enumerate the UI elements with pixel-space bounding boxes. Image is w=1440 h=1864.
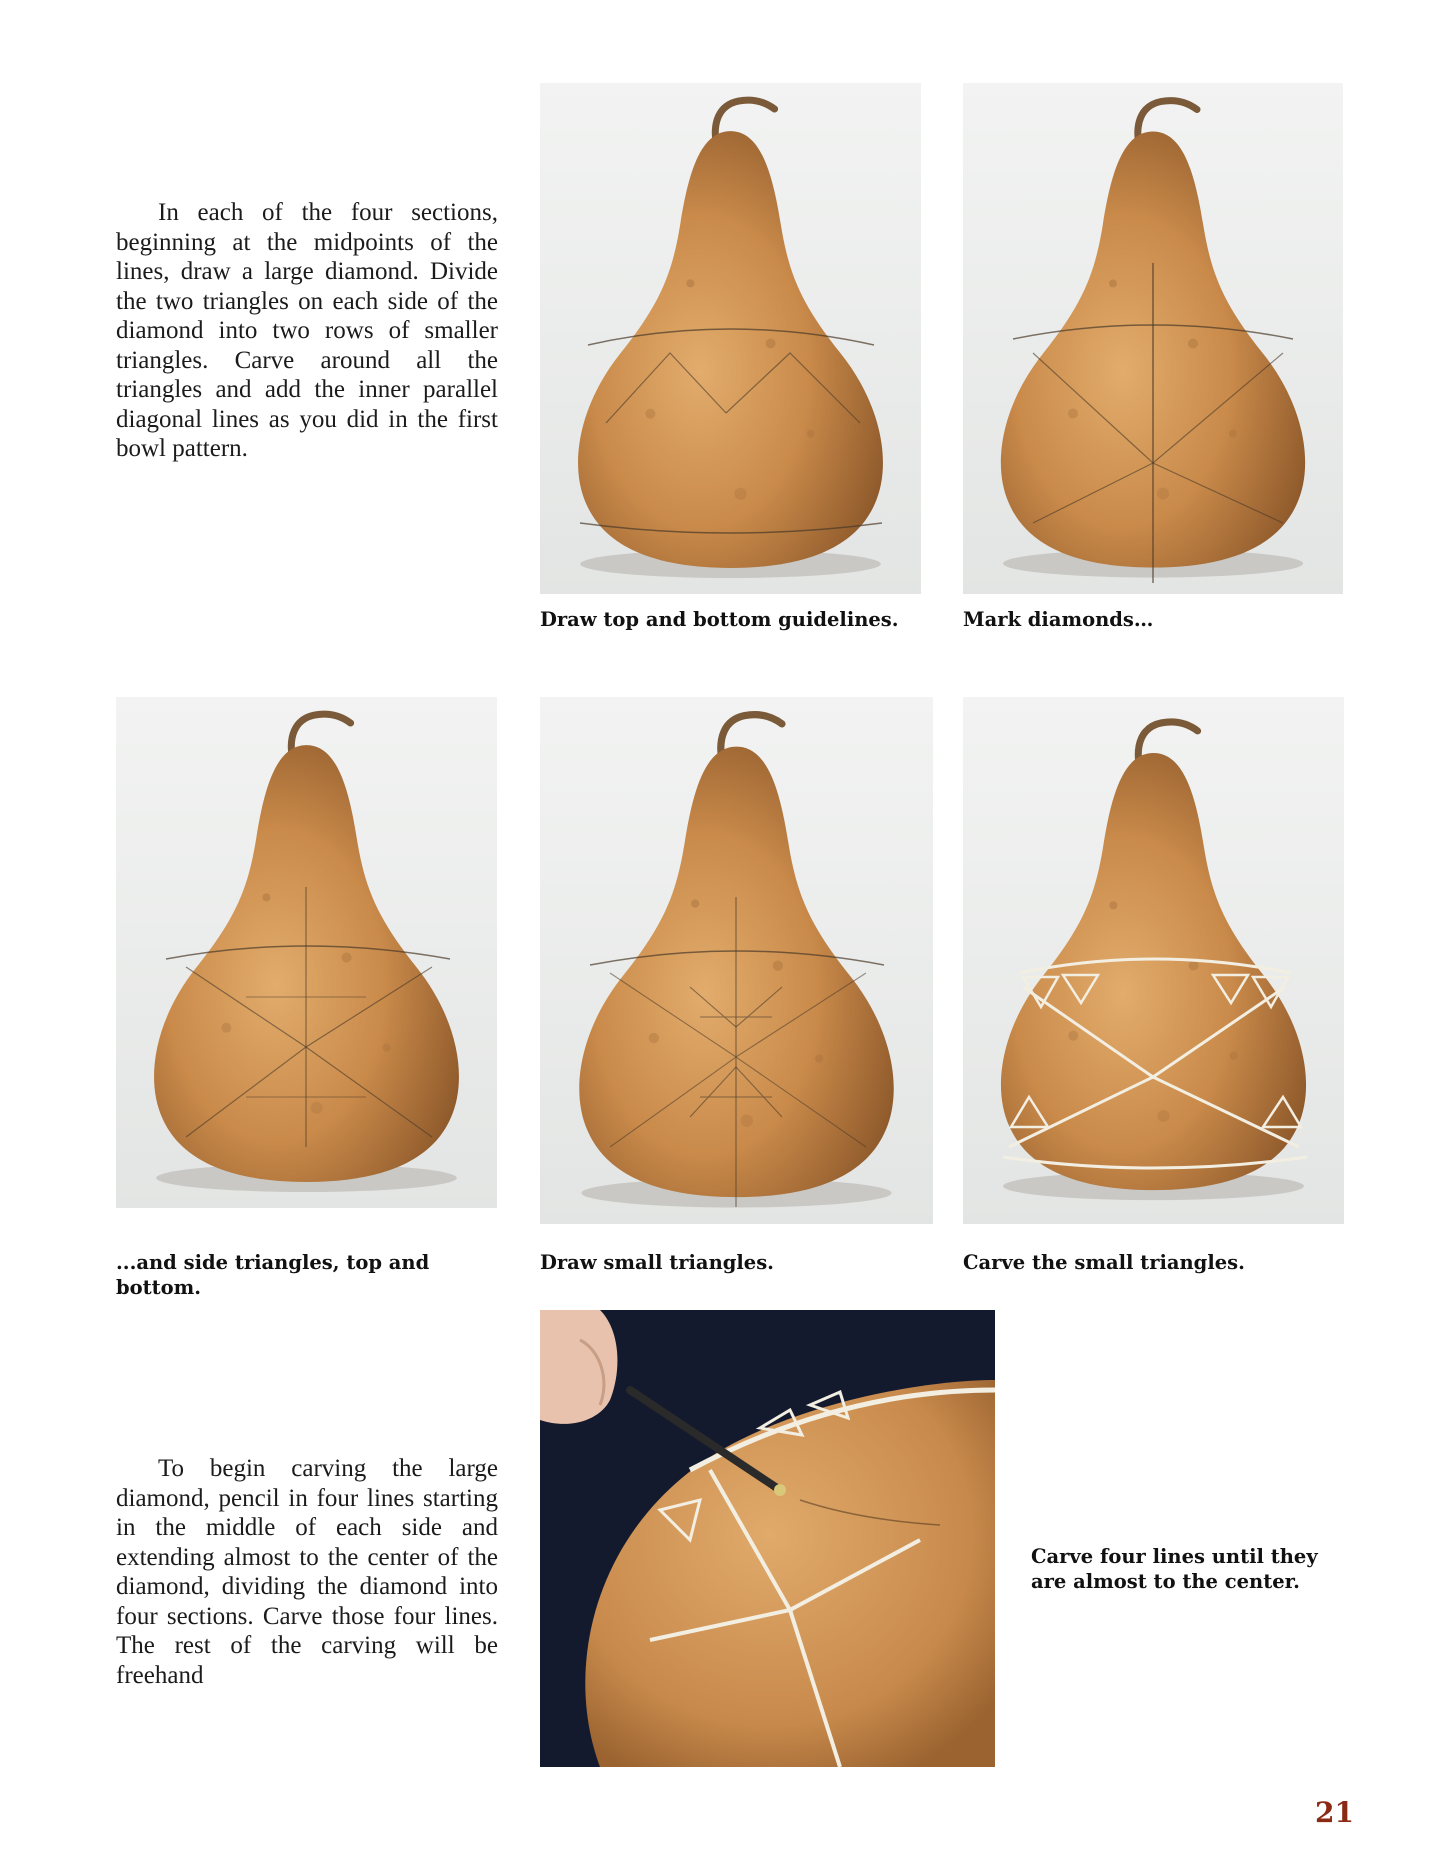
photo-carve-small-triangles <box>963 697 1344 1224</box>
photo-small-triangles <box>540 697 933 1224</box>
photo-side-triangles <box>116 697 497 1208</box>
photo-top-bottom-guidelines <box>540 83 921 594</box>
caption-1: Draw top and bottom guidelines. <box>540 608 899 631</box>
caption-2: Mark diamonds… <box>963 608 1154 631</box>
intro-paragraph: In each of the four sections, beginning at the midpoints of the lines, draw a large diamond. Divide the two triangles on each side of the diamond into two rows of smaller triangles. Carve around all the triangles and add the inner parallel diagonal lines as you did in the first bowl pattern. <box>116 199 498 462</box>
photo-carve-four-lines <box>540 1310 995 1767</box>
caption-6: Carve four lines until they are almost to the center. <box>1031 1545 1318 1593</box>
caption-5: Carve the small triangles. <box>963 1251 1245 1274</box>
caption-3: ...and side triangles, top and bottom. <box>116 1251 430 1299</box>
photo-mark-diamonds <box>963 83 1343 594</box>
carving-paragraph: To begin carving the large diamond, pencil in four lines starting in the middle of each side and extending almost to the center of the diamond, dividing the diamond into four sections. Carve those four lines. The rest of the carving will be freehand <box>116 1455 498 1689</box>
page-number: 21 <box>1315 1796 1354 1829</box>
caption-4: Draw small triangles. <box>540 1251 774 1274</box>
